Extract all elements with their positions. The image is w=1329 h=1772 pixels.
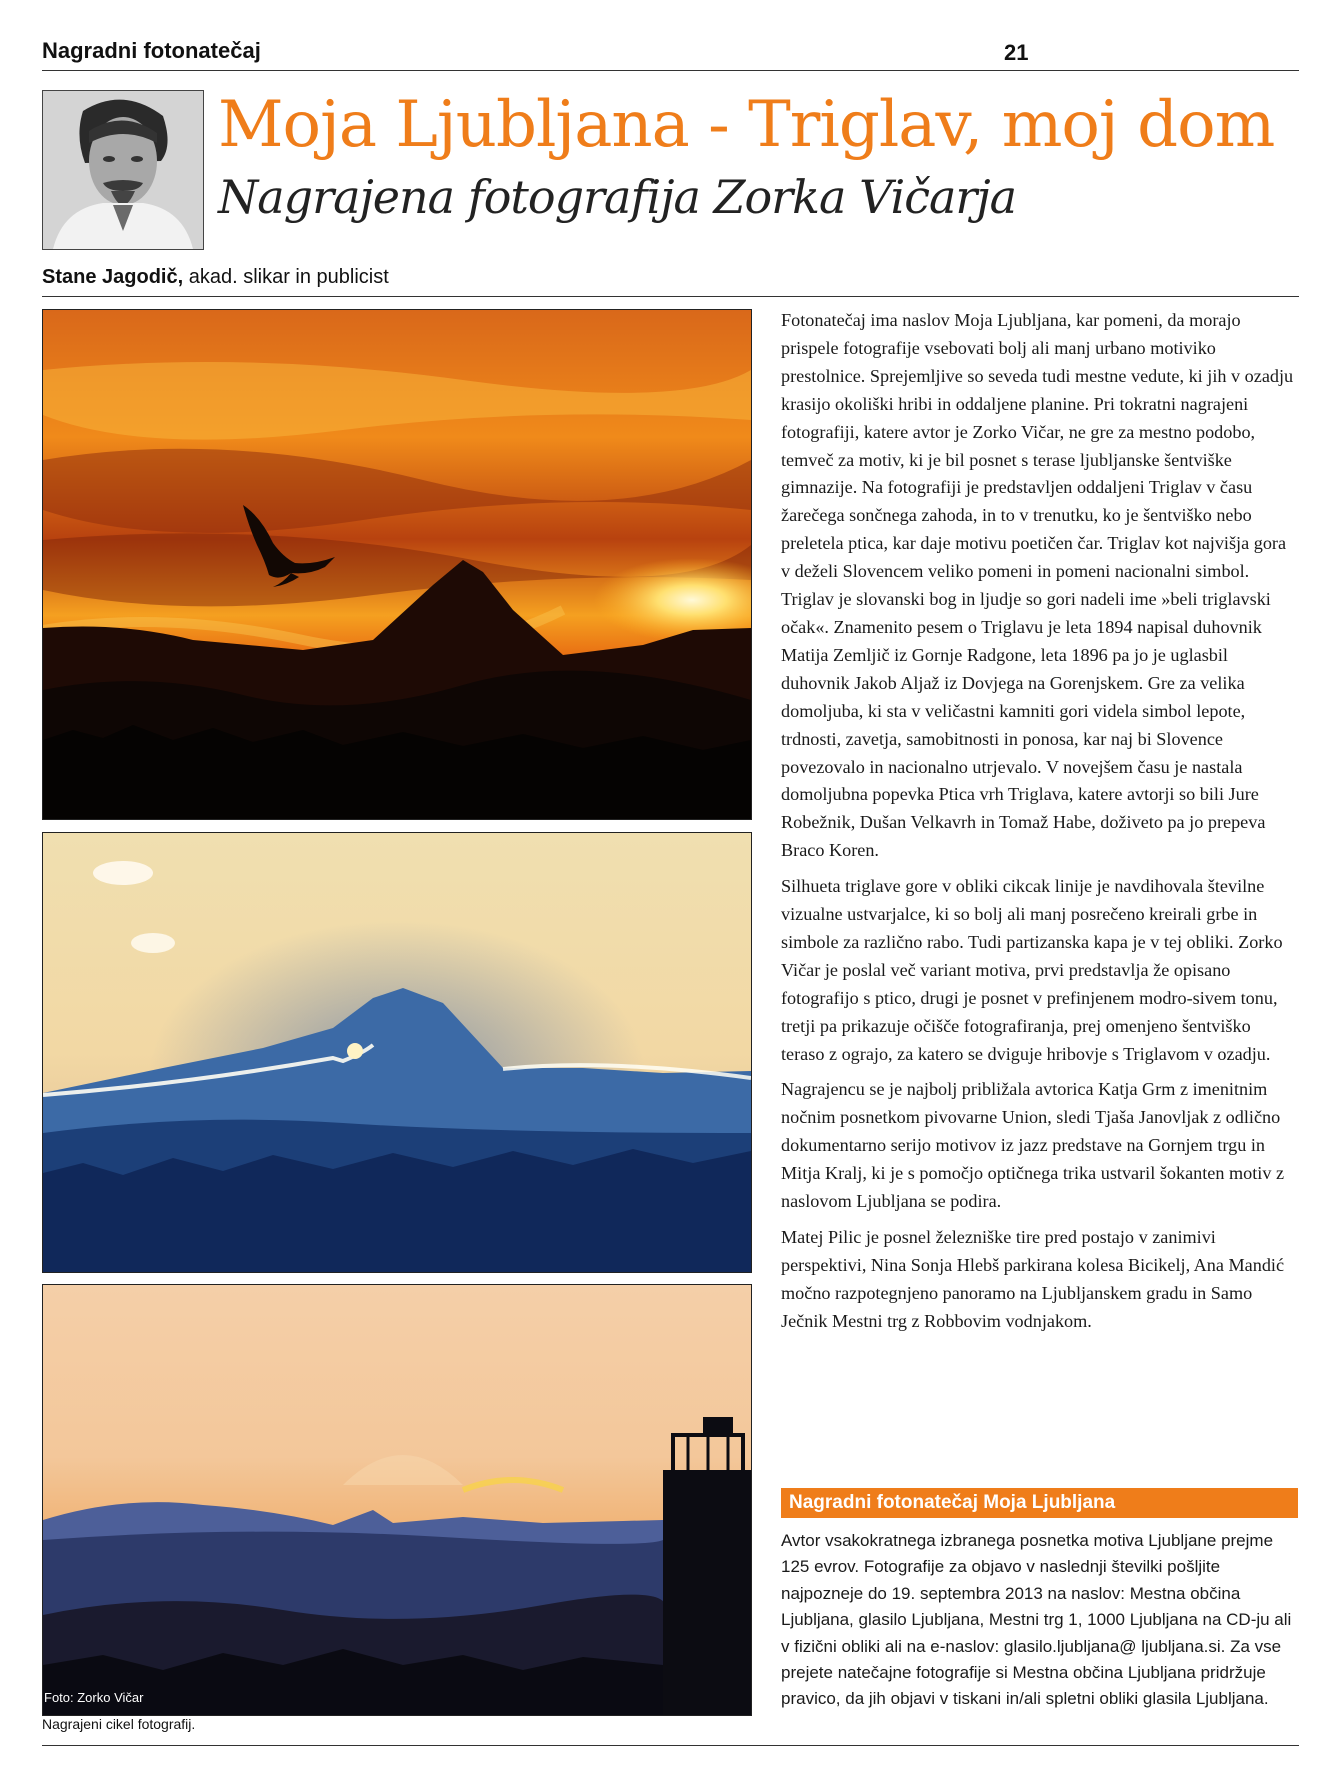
photo-sunset-bird (42, 309, 752, 820)
author-name: Stane Jagodič, (42, 266, 184, 288)
article-subtitle: Nagrajena fotografija Zorka Vičarja (218, 170, 1017, 224)
body-paragraph: Silhueta triglave gore v obliki cikcak linije je navdihovala številne vizualne ustvarjalce, ki so bolj ali manj posrečeno kreirali grbe in simbole za različno rabo. Tudi partizanska kapa je v tej obliki. Zorko Vičar je poslal več variant motiva, prvi predstavlja že opisano fotografijo s ptico, drugi je posnet v prefinjenem modro-sivem tonu, tretji pa prikazuje očišče fotografiranja, prej omenjeno šentviško teraso z ograjo, za katero se dviguje hribovje s Triglavom v ozadju. (781, 876, 1283, 1064)
author-role: akad. slikar in publicist (183, 266, 389, 288)
page-number: 21 (1004, 40, 1029, 65)
header-rule (42, 70, 1299, 71)
photo-terrace-tower (42, 1284, 752, 1716)
photo-blue-mountain (42, 832, 752, 1273)
body-paragraph: Fotonatečaj ima naslov Moja Ljubljana, kar pomeni, da morajo prispele fotografije vsebovati bolj ali manj urbano motiviko prestolnice. Sprejemljive so seveda tudi mestne vedute, ki jih v ozadju krasijo okoliški hribi in oddaljene planine. Pri tokratni nagrajeni fotografiji, katere avtor je Zorko Vičar, ne gre za mestno podobo, temveč za motiv, ki je bil posnet s terase ljubljanske šentviške gimnazije. Na fotografiji je predstavljen oddaljeni Triglav v času žarečega sončnega zahoda, in to v trenutku, ko je šentviško nebo preletela ptica, kar daje motivu poetičen čar. Triglav kot najvišja gora v deželi Slovencem veliko pomeni in pomeni nacionalni simbol. Triglav je slovanski bog in ljudje so gori nadeli ime »beli triglavski očak«. Znamenito pesem o Triglavu je leta 1894 napisal duhovnik Matija Zemljič iz Gornje Radgone, leta 1896 pa jo je uglasbil duhovnik Jakob Aljaž iz Dovjega na Gorenjskem. Gre za velika domoljuba, ki sta v veličastni kamniti gori videla simbol lepote, trdnosti, zavetja, samobitnosti in ponosa, kar naj bi Slovence povezovalo in nacionalno utrjevalo. V novejšem času je nastala domoljubna popevka Ptica vrh Triglava, katere avtorji so bili Jure Robežnik, Dušan Velkavrh in Tomaž Habe, doživeto pa jo prepeva Braco Koren. (781, 310, 1294, 861)
body-paragraph: Nagrajencu se je najbolj približala avtorica Katja Grm z imenitnim nočnim posnetkom pivovarne Union, sledi Tjaša Janovljak z odlično dokumentarno serijo motivov iz jazz predstave na Gornjem trgu in Mitja Kralj, ki je s pomočjo optičnega trika ustvaril šokanten motiv z naslovom Ljubljana se podira. (781, 1079, 1285, 1212)
footer-rule (42, 1745, 1299, 1746)
photo-credit: Foto: Zorko Vičar (44, 1690, 144, 1705)
byline-rule (42, 296, 1299, 297)
article-body (781, 307, 1296, 1344)
body-paragraph: Matej Pilic je posnel železniške tire pred postajo v zanimivi perspektivi, Nina Sonja Hlebš parkirana kolesa Bicikelj, Ana Mandić močno razpotegnjeno panoramo na Ljubljanskem gradu in Samo Ječnik Mestni trg z Robbovim vodnjakom. (781, 1227, 1285, 1331)
photo-caption: Nagrajeni cikel fotografij. (42, 1716, 196, 1732)
contest-box-text: Avtor vsakokratnega izbranega posnetka motiva Ljubljane prejme 125 evrov. Fotografije za objavo v naslednji številki pošljite najpozneje do 19. septembra 2013 na naslov: Mestna občina Ljubljana, glasilo Ljubljana, Mestni trg 1, 1000 Ljubljana na CD-ju ali v fizični obliki ali na e-naslov: glasilo.ljubljana@ ljubljana.si. Za vse prejete natečajne fotografije si Mestna občina Ljubljana pridržuje pravico, da jih objavi v tiskani in/ali spletni obliki glasila Ljubljana. (781, 1531, 1292, 1709)
article-title: Moja Ljubljana - Triglav, moj dom (218, 88, 1275, 162)
author-line (42, 266, 389, 289)
section-label: Nagradni fotonatečaj (42, 38, 261, 63)
author-portrait (42, 90, 204, 250)
contest-box-heading: Nagradni fotonatečaj Moja Ljubljana (781, 1488, 1298, 1518)
